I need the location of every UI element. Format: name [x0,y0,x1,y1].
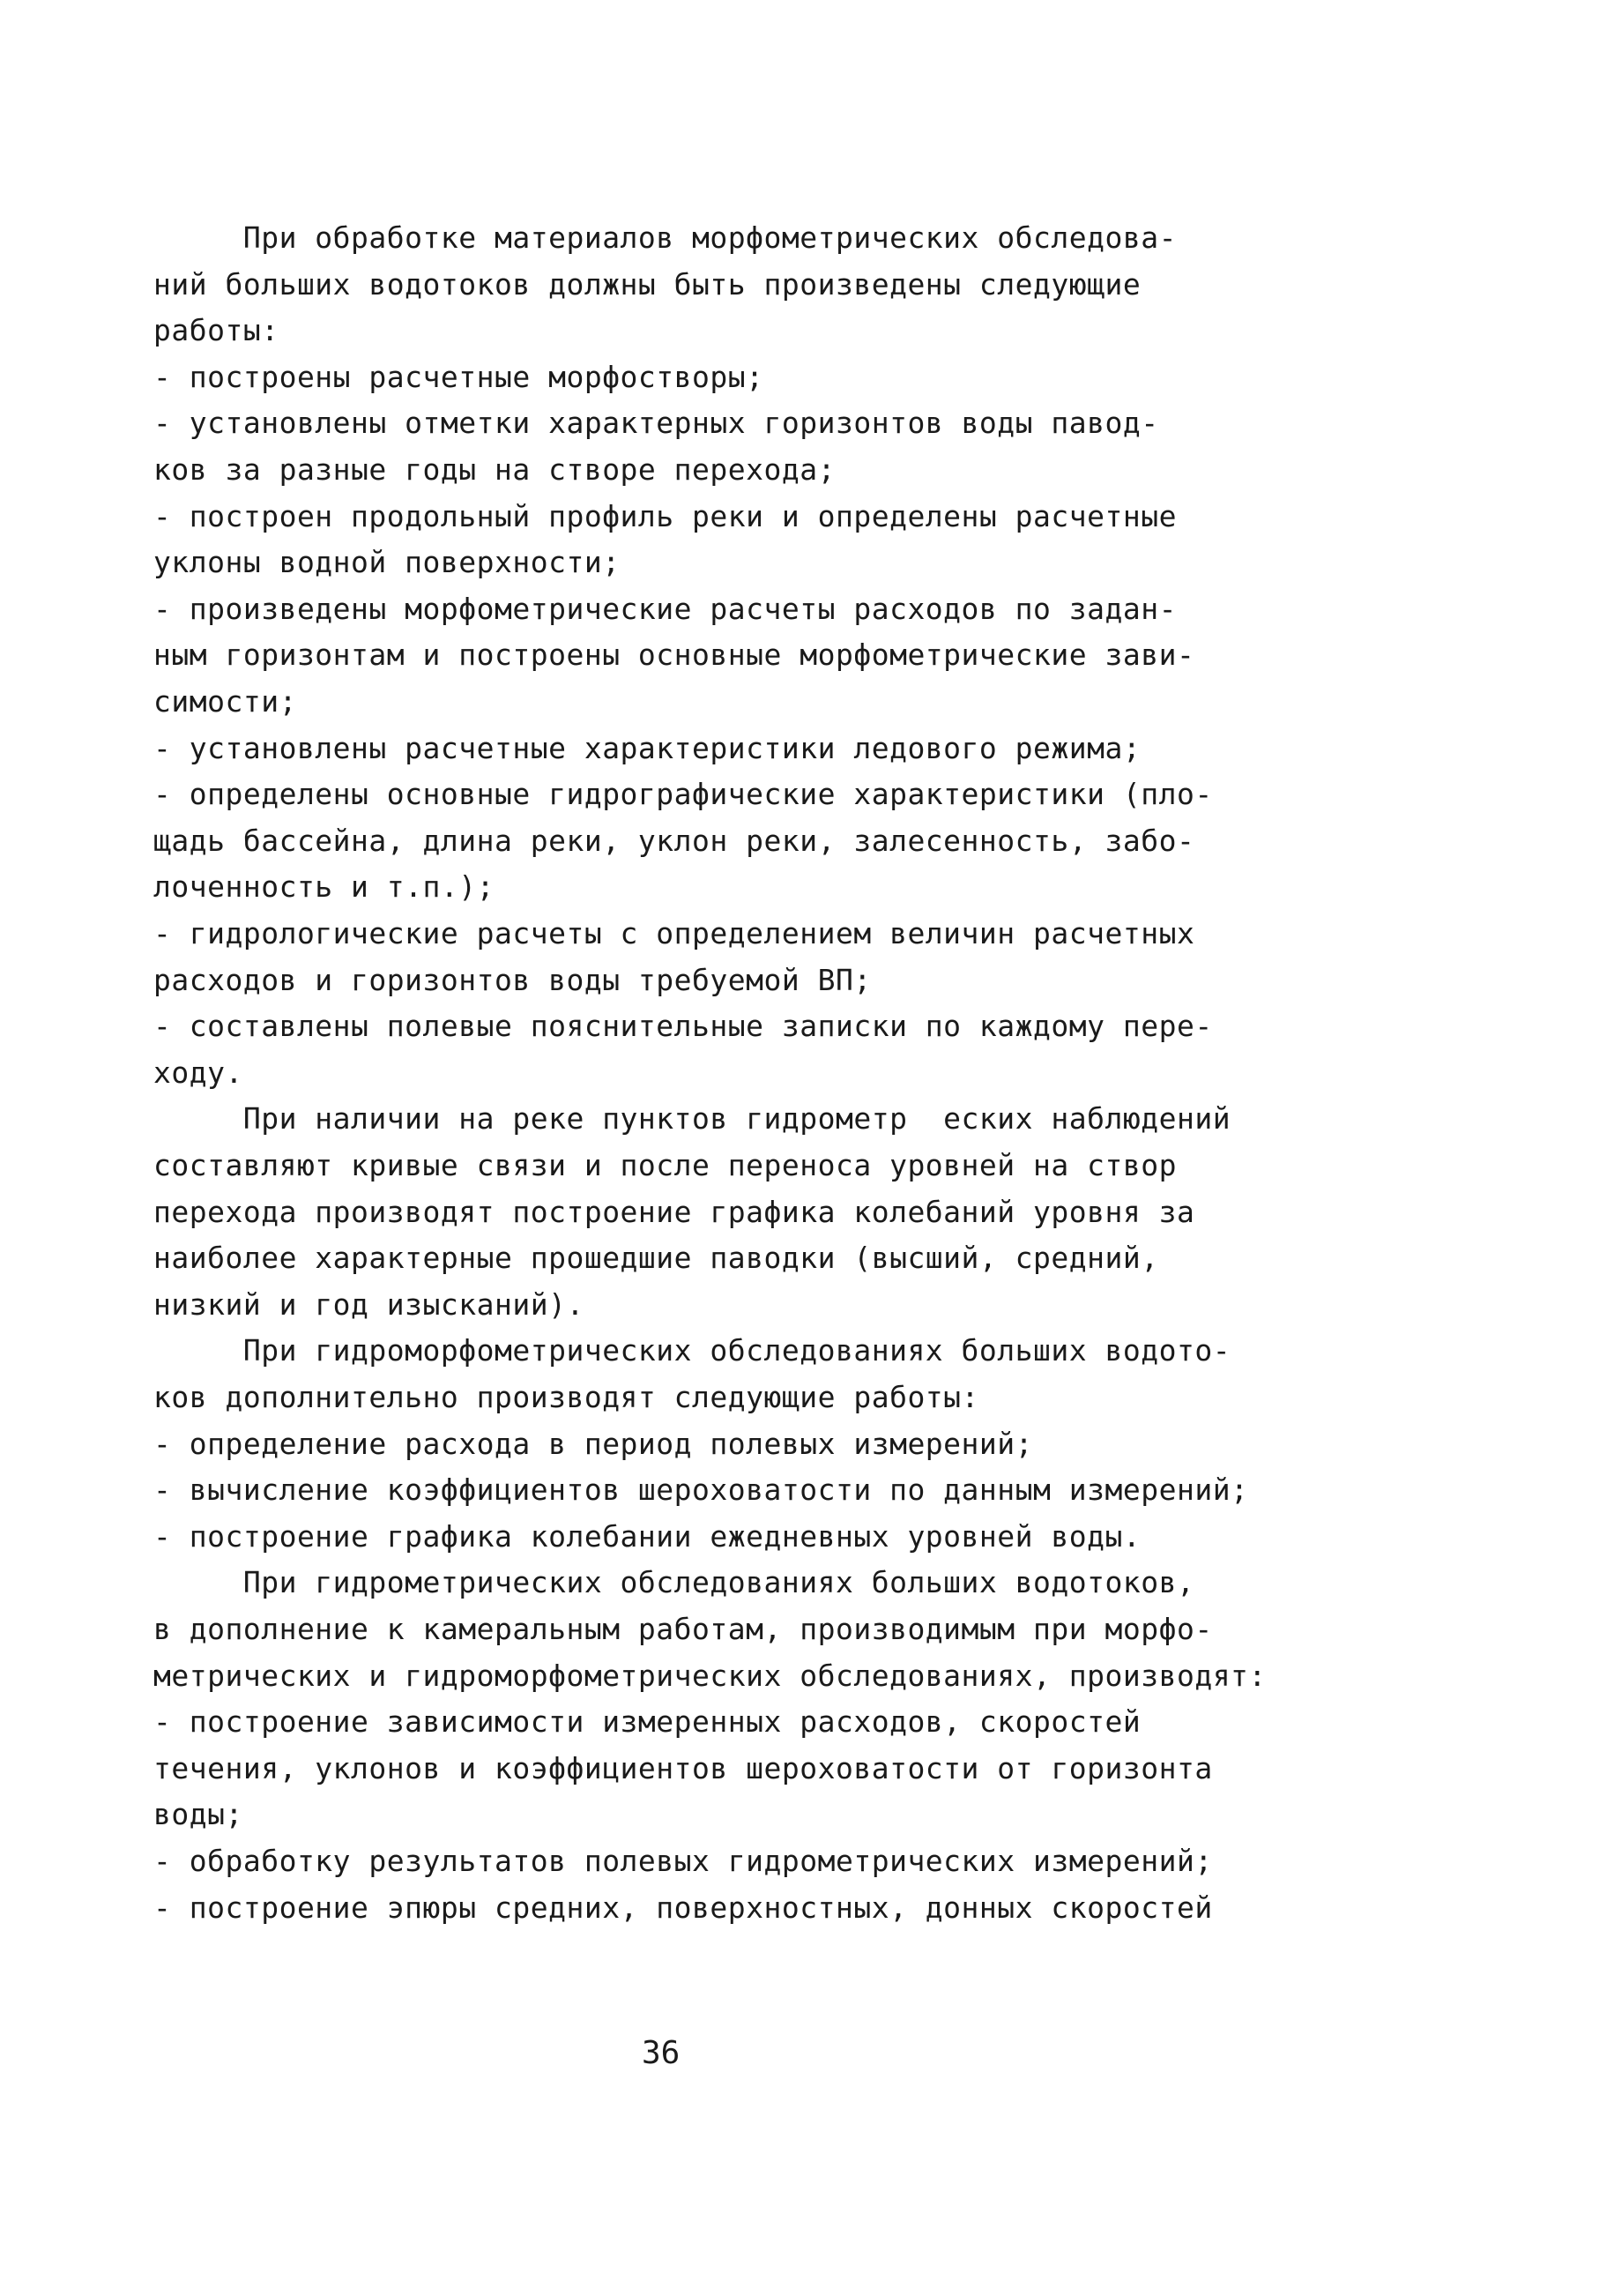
text-line: - определены основные гидрографические характеристики (пло- [153,777,1213,812]
text-line: - построен продольный профиль реки и определены расчетные [153,498,1177,533]
text-line: - обработку результатов полевых гидрометрических измерений; [153,1844,1213,1878]
text-line: - построены расчетные морфостворы; [153,359,764,394]
text-line: При наличии на реке пунктов гидрометр еских наблюдений [153,1101,1231,1137]
text-line: При обработке материалов морфометрических обследова- [153,220,1177,255]
text-line: в дополнение к камеральным работам, производимым при морфо- [153,1612,1213,1646]
text-line: низкий и год изысканий). [153,1286,584,1322]
text-line: работы: [153,313,279,348]
text-line: расходов и горизонтов воды требуемой ВП; [153,962,872,997]
text-line: - произведены морфометрические расчеты расходов по задан- [153,591,1177,626]
text-line: ным горизонтам и построены основные морфометрические зави- [153,637,1195,673]
text-line: При гидроморфометрических обследованиях больших водото- [153,1333,1231,1368]
text-line: воды; [153,1797,243,1832]
text-line: ходу. [153,1055,243,1090]
text-line: лоченность и т.п.); [153,869,495,905]
text-line: - построение зависимости измеренных расходов, скоростей [153,1704,1142,1740]
page-number: 36 [642,2035,681,2071]
text-line: - установлены отметки характерных горизонтов воды павод- [153,406,1159,441]
text-line: - установлены расчетные характеристики ледового режима; [153,730,1142,765]
text-line: щадь бассейна, длина реки, уклон реки, залесенность, забо- [153,823,1195,858]
text-line: метрических и гидроморфометрических обследованиях, производят: [153,1658,1267,1693]
text-line: При гидрометрических обследованиях больших водотоков, [153,1565,1195,1600]
text-line: - составлены полевые пояснительные записки по каждому пере- [153,1009,1213,1044]
text-line: ний больших водотоков должны быть произведены следующие [153,266,1142,302]
text-line: течения, уклонов и коэффициентов шероховатости от горизонта [153,1750,1213,1785]
text-line: ков за разные годы на створе перехода; [153,452,836,487]
text-line: симости; [153,684,297,719]
text-line: уклоны водной поверхности; [153,545,621,580]
text-line: перехода производят построение графика колебаний уровня за [153,1194,1195,1229]
text-line: ков дополнительно производят следующие работы: [153,1380,979,1414]
text-line: - построение графика колебании ежедневных уровней воды. [153,1518,1142,1554]
text-line: - гидрологические расчеты с определением величин расчетных [153,916,1195,950]
text-line: - построение эпюры средних, поверхностных, донных скоростей [153,1890,1213,1925]
text-line: - вычисление коэффициентов шероховатости по данным измерений; [153,1472,1249,1508]
text-line: составляют кривые связи и после переноса уровней на створ [153,1148,1177,1182]
text-line: - определение расхода в период полевых измерений; [153,1426,1034,1461]
text-line: наиболее характерные прошедшие паводки (высший, средний, [153,1241,1159,1276]
